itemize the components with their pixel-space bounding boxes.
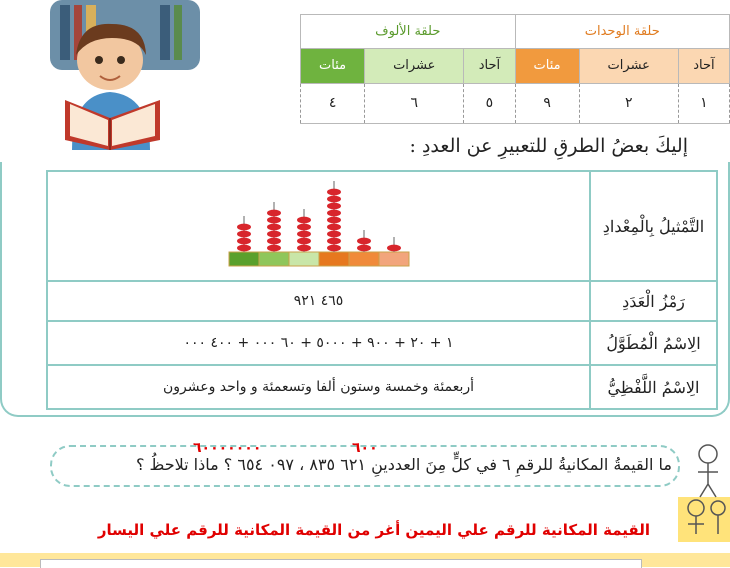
abacus-base-block [289,252,319,266]
word-value: أربعمئة وخمسة وستون ألفا وتسعمئة و واحد وعشرون [47,365,590,409]
abacus-base-block [229,252,259,266]
expanded-label: الِاسْمُ الْمُطَوَّلُ [590,321,717,365]
abacus-bead [297,238,311,245]
abacus-bead [267,210,281,217]
red-note-left: ٦٠٠٠٠٠٠٠ [193,440,262,456]
abacus-bead [327,203,341,210]
abacus-bead [327,217,341,224]
abacus-bead [267,238,281,245]
symbol-label: رَمْزُ الْعَدَدِ [590,281,717,321]
word-label: الِاسْمُ اللَّفْظِيُّ [590,365,717,409]
header-cell: مئات [515,49,579,83]
abacus-base-block [319,252,349,266]
abacus-bead [327,245,341,252]
abacus-bead [327,238,341,245]
group-thousands-header: حلقة الألوف [301,15,516,49]
abacus-bead [357,245,371,252]
digit-cell: ٦ [365,83,464,123]
abacus-base-block [349,252,379,266]
answer-text: القيمة المكانية للرقم علي اليمين أغر من القيمة المكانية للرقم علي اليسار [97,521,650,539]
top-cut-text [260,0,730,4]
abacus-base-block [259,252,289,266]
abacus-bead [237,245,251,252]
digit-cell: ٥ [464,83,515,123]
digit-cell: ٢ [579,83,678,123]
abacus-bead [267,231,281,238]
abacus-base-block [379,252,409,266]
abacus-bead [327,224,341,231]
abacus-bead [327,189,341,196]
red-note-right: ٦٠٠ [352,440,378,456]
abacus-bead [327,231,341,238]
header-cell: مئات [301,49,365,83]
header-cell: آحاد [678,49,729,83]
question-text: ما القيمةُ المكانيةُ للرقمِ ٦ في كلٍّ مِنَ العددينِ ٦٢١ ٨٣٥ ، ٠٩٧ ٦٥٤ ؟ ماذا تلاحظُ ؟ [135,455,672,474]
abacus-bead [267,224,281,231]
abacus-cell [47,171,590,281]
abacus-bead [237,238,251,245]
abacus-bead [297,224,311,231]
header-cell: آحاد [464,49,515,83]
abacus-bead [267,245,281,252]
boy-reading-illustration [10,0,215,150]
digit-cell: ٤ [301,83,365,123]
abacus-bead [267,217,281,224]
expanded-value: ١ + ٢٠ + ٩٠٠ + ٥٠٠٠ + ٦٠ ٠٠٠ + ٤٠٠ ٠٠٠ [47,321,590,365]
abacus-bead [357,238,371,245]
abacus-bead [297,245,311,252]
digit-cell: ١ [678,83,729,123]
representation-table [46,170,718,410]
abacus-bead [327,210,341,217]
group-units-header: حلقة الوحدات [515,15,729,49]
abacus-bead [297,231,311,238]
kids-illustration [668,442,730,542]
abacus-bead [237,224,251,231]
section-heading: إليكَ بعضُ الطرقِ للتعبيرِ عن العددِ : [409,135,688,157]
abacus-bead [297,217,311,224]
digit-cell: ٩ [515,83,579,123]
header-cell: عشرات [365,49,464,83]
abacus-bead [327,196,341,203]
abacus-bead [387,245,401,252]
abacus-bead [237,231,251,238]
symbol-value: ٤٦٥ ٩٢١ [47,281,590,321]
header-cell: عشرات [579,49,678,83]
abacus-illustration [219,174,419,274]
place-value-table [300,14,730,124]
abacus-label: التَّمْثيلُ بِالْمِعْدادِ [590,171,717,281]
